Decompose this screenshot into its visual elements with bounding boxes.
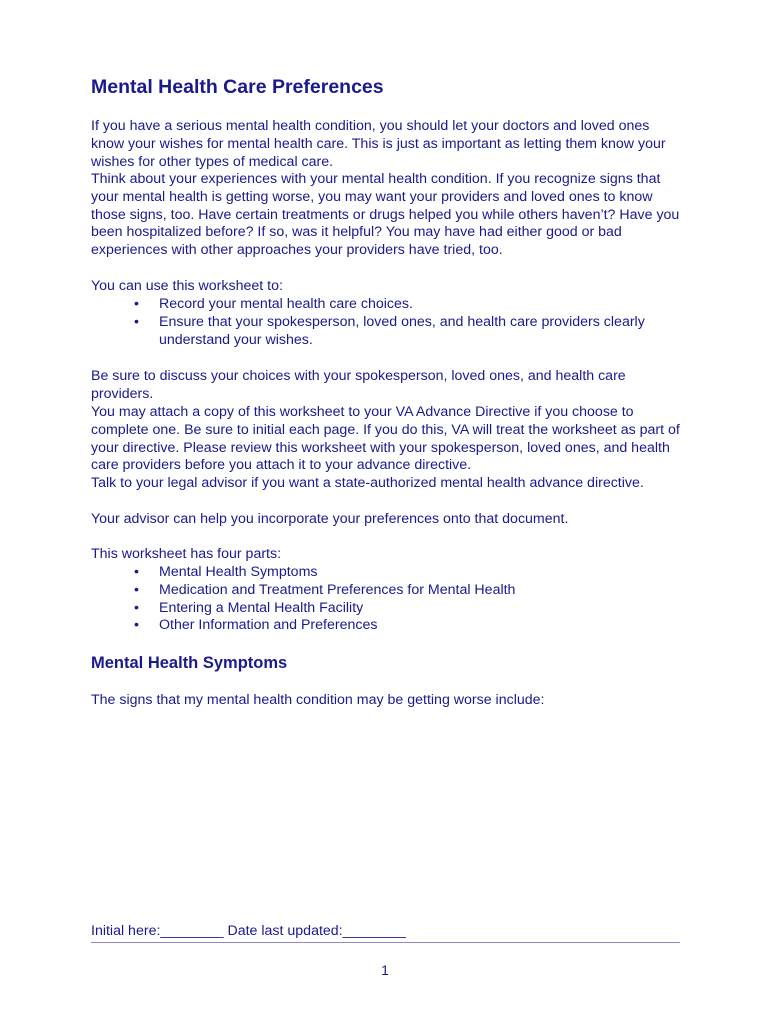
bullet-icon: • (134, 564, 139, 580)
list-item: • Record your mental health care choices. (134, 296, 413, 312)
intro-paragraph-1: If you have a serious mental health condition, you should let your doctors and loved ones know your wishes for mental health care. This is just as important as letting them know your wishes for other types of medical care. (91, 118, 666, 170)
bullet-icon: • (134, 617, 139, 634)
page-number: 1 (381, 962, 389, 978)
intro-paragraph-2: Think about your experiences with your mental health condition. If you recognize signs that your mental health is getting worse, you may want your providers and loved ones to know those signs, too. Have certain treatments or drugs helped you while others haven’t? Have you been hospitalized before? If so, was it helpful? You may have had either good or bad experiences with other approaches your providers have tried, too. (91, 171, 680, 259)
list-item: • Ensure that your spokesperson, loved ones, and health care providers clearly understand your wishes. (134, 313, 645, 348)
bullet-icon: • (134, 313, 139, 330)
uses-lead: You can use this worksheet to: (91, 278, 283, 294)
list-item: • Medication and Treatment Preferences for Mental Health (134, 581, 516, 598)
guidance-paragraph-4: Your advisor can help you incorporate your preferences onto that document. (91, 511, 569, 527)
guidance-paragraph-3: Talk to your legal advisor if you want a state-authorized mental health advance directive. (91, 475, 644, 491)
guidance-paragraph-1: Be sure to discuss your choices with your spokesperson, loved ones, and health care providers. (91, 368, 626, 402)
page-title: Mental Health Care Preferences (91, 76, 384, 98)
parts-lead: This worksheet has four parts: (91, 546, 282, 562)
initial-date-field[interactable]: Initial here:________ Date last updated:________ (91, 923, 406, 939)
list-item: • Mental Health Symptoms (134, 564, 318, 580)
bullet-icon: • (134, 296, 139, 312)
footer-divider (91, 942, 680, 943)
list-item: • Other Information and Preferences (134, 617, 378, 634)
symptoms-prompt: The signs that my mental health condition may be getting worse include: (91, 692, 545, 708)
section-heading-symptoms: Mental Health Symptoms (91, 654, 288, 672)
parts-list (91, 564, 681, 635)
guidance-paragraph-2: You may attach a copy of this worksheet to your VA Advance Directive if you choose to complete one. Be sure to initial each page. If you do this, VA will treat the worksheet as part of your directive. Please review this worksheet with your spokesperson, loved ones, and health care providers before you attach it to your advance directive. (91, 404, 680, 474)
list-item: • Entering a Mental Health Facility (134, 599, 364, 616)
uses-list (91, 296, 681, 349)
bullet-icon: • (134, 599, 139, 616)
bullet-icon: • (134, 581, 139, 598)
